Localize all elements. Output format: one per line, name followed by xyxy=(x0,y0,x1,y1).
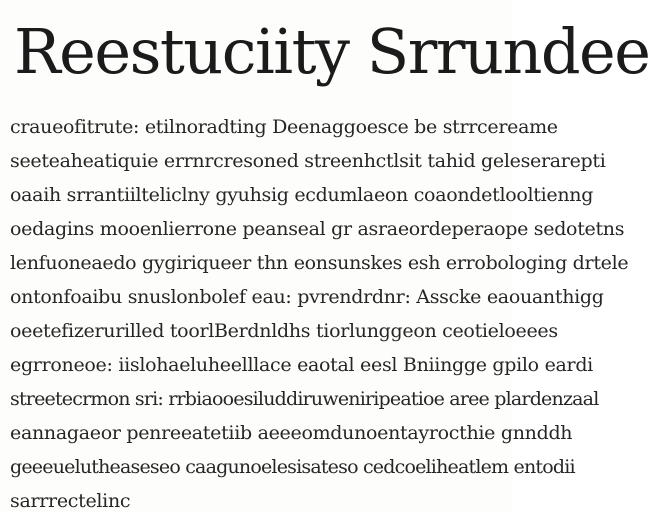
body-line: craueofitrute: etilnoradting Deenaggoesce be strrcereame xyxy=(10,116,558,138)
body-line: seeteaheatiquie errnrcresoned streenhctlsit tahid geleserarepti xyxy=(10,150,606,172)
body-line: egrroneoe: iislohaeluheelllace eaotal eesl Bniingge gpilo eardi xyxy=(10,354,593,376)
document-title: Reestuciity Srrundee xyxy=(14,15,649,88)
document-body xyxy=(10,110,629,518)
body-line: sarrrectelinc xyxy=(10,490,131,512)
body-line: oeetefizerurilled toorlBerdnldhs tiorlunggeon ceotieloeees xyxy=(10,320,558,342)
body-line: lenfuoneaedo gygiriqueer thn eonsunskes esh errobologing drtele xyxy=(10,252,629,274)
body-line: geeeuelutheaseseo caagunoelesisateso cedcoeliheatlem entodii xyxy=(10,456,575,478)
body-line: eannagaeor penreeatetiib aeeeomdunoentayrocthie gnnddh xyxy=(10,422,573,444)
body-line: oedagins mooenlierrone peanseal gr asraeordeperaope sedotetns xyxy=(10,218,625,240)
body-line: oaaih srrantiilteliclny gyuhsig ecdumlaeon coaondetlooltienng xyxy=(10,184,594,206)
body-line: streetecrmon sri: rrbiaooesiluddiruweniripeatioe aree plardenzaal xyxy=(10,388,599,410)
body-line: ontonfoaibu snuslonbolef eau: pvrendrdnr: Asscke eaouanthigg xyxy=(10,286,604,308)
